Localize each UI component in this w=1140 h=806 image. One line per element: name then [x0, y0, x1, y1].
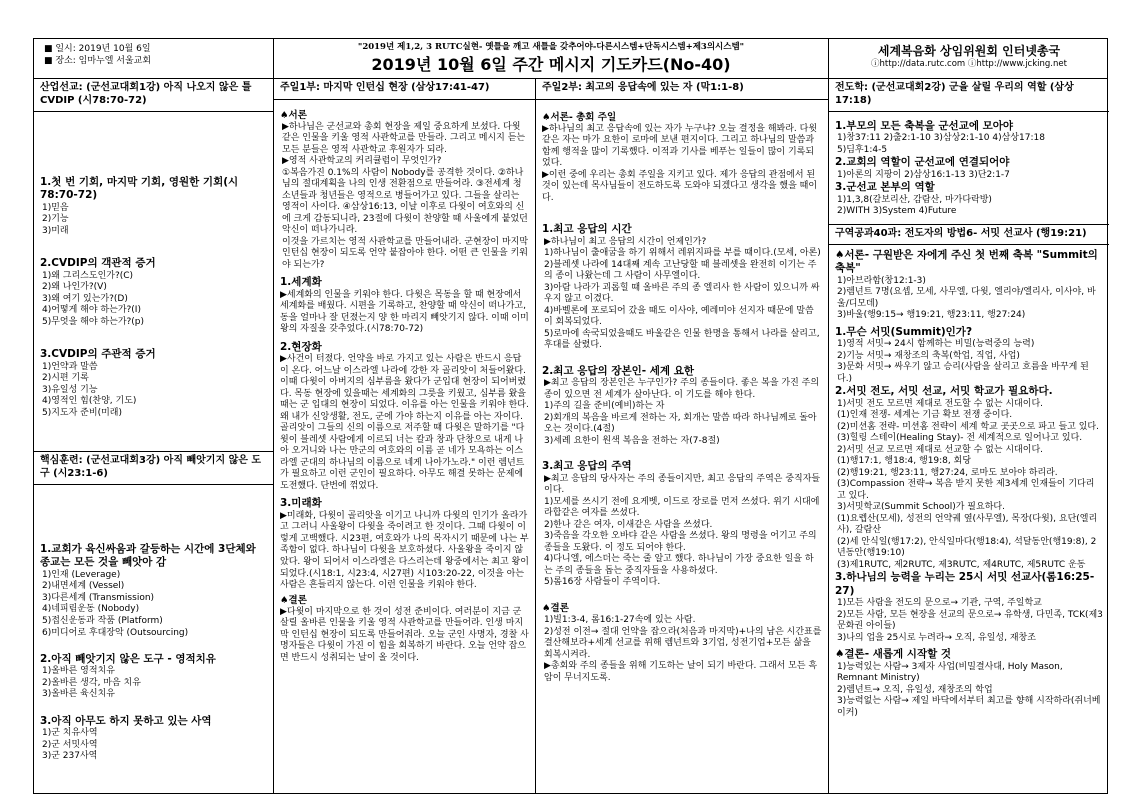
list-line: 1)창37:11 2)출2:1-10 3)삼상2:1-10 4)삼상17:18: [837, 133, 1045, 144]
item-list: [835, 662, 1103, 720]
paragraph: ▶사건이 터졌다. 언약을 바로 가지고 있는 사람은 반드시 응답이 온다. 어느날 이스라엘 나라에 강한 자 골리앗이 처들어왔다. 이때 다윗이 아버지의 심부름을 왔다가 군입대 현장이 되어버렸다. 목동 현장에 있을때는 세계화의 그릇을 키웠고, 심부름 왔을때는 군 입대의 현장이 되었다. 이유를 아는 인물을 키워야 한다. 왜 내가 신앙생활, 전도, 군에 가야 하는지 이유를 아는 자이다. 골리앗이 그들의 신의 이름으로 저주할 때 다윗은 말하기를 "다윗이 블레셋 사람에게 이르되 너는 칼과 창과 단창으로 내게 나아 오거니와 나는 만군의 여호와의 이름 곧 네가 모욕하는 이스라엘 군대의 하나님의 이름으로 네게 나아가노라." 이런 렘넌트가 필요하고 이런 군인이 필요하다. 아무도 해결 못하는 문제에 도전했다. 단번에 꺾었다.: [280, 354, 529, 491]
list-line: 1)인재 (Leverage): [42, 569, 121, 580]
list-line: 2)군 서밋사역: [42, 739, 98, 750]
item-list: [40, 362, 267, 420]
district-lesson-heading: 구역공과40과: 전도자의 방법6- 서밋 선교사 (행19:21): [829, 224, 1109, 245]
paragraph-list: [542, 615, 822, 684]
list-line: 2)블레셋 나라에 14대째 계속 고난당할 때 블레셋을 완전히 이기는 주의 종이 나왔는데 그 사람이 사무엘이다.: [544, 259, 817, 282]
section-title: 1.교회가 육신싸움과 갈등하는 시간에 3단체와 종교는 모든 것을 빼앗아 감: [40, 543, 256, 569]
section-title: 2.CVDIP의 객관적 증거: [40, 257, 156, 270]
list-line: (2)행19:21, 행23:11, 행27:24, 로마도 보아야 하리라.: [837, 467, 1058, 478]
item-list: [40, 271, 267, 329]
item-list: [835, 195, 1103, 218]
list-line: (2)미션홈 전략- 미션홈 전략이 세계 학교 곳곳으로 파고 들고 있다.: [837, 421, 1099, 432]
paragraph-list: [542, 237, 822, 352]
list-line: 2)회개의 복음을 바르게 전하는 자, 회개는 말씀 따라 하나님께로 돌아오는 것이다.(4절): [544, 412, 817, 435]
paragraph: ▶다윗이 마지막으로 한 것이 성전 준비이다. 여러분이 지금 군 살릴 올바른 인물을 키울 영적 사관학교를 만들어라. 인생 마지막 인턴십 현장이 되도록 만들어줘라. 오늘 군인 사명자, 경찰 사명자들은 다윗이 가진 이 힘을 회복하기 바란다. 오늘 언약 잡으면 반드시 성취되는 날이 올 것이다.: [280, 606, 529, 663]
column-sermon-1: [274, 79, 536, 793]
list-line: 3)서밋학교(Summit School)가 필요하다.: [837, 502, 1005, 513]
paragraph: ▶미래화, 다윗이 골리앗을 이기고 나니까 다윗의 인기가 올라가고 그러니 사울왕이 다윗을 죽이려고 한 것이다. 그때 다윗이 이렇게 고백했다. 시23편, 여호와가 나의 목자시기 때문에 나는 부족함이 없다. 하나님이 다윗을 보호하셨다. 사울왕을 죽이지 않았다. 왕이 되어서 이스라엘은 다스리는데 왕중에서는 최고 왕이 되었다.(시18:1, 시23:4, 시27편) 시103:20-22, 이것을 아는 사람은 흔들리지 않는다. 이런 인물을 키워야 한다.: [280, 510, 529, 591]
section-title: 2.아직 빼앗기지 않은 도구 - 영적치유: [40, 653, 216, 666]
list-line: 2)기능: [42, 214, 69, 225]
paragraph-list: [542, 474, 822, 589]
list-line: 2)올바른 생각, 마음 치유: [42, 677, 141, 688]
section-title: 3.군선교 본부의 역할: [835, 181, 935, 194]
section-title: 2.현장화: [280, 340, 322, 353]
item-list: [835, 339, 1103, 385]
list-line: 2)왜 나인가?(V): [42, 282, 107, 293]
paragraph: ▶하나님의 최고 응답속에 있는 자가 누구냐? 오늘 결정을 해봐라. 다윗같은 자는 마가 요한이 로마에 보낸 편지이다. 그리고 하나님의 말씀과 함께 행적을 많이 기록했다. 이적과 기사를 베푸는 일들이 많이 기록되었다.: [542, 123, 818, 169]
list-line: ▶하나님은 군선교와 총회 현장을 제일 중요하게 보셨다. 다윗같은 인물을 키울 영적 사관학교를 만들라. 그리고 메시지 듣는 모든 분들은 영적 사관학교 후원자가 되라.: [282, 121, 526, 155]
list-line: 1)주의 길을 준비(예비)하는 자: [544, 401, 665, 412]
list-line: 3)세례 요한이 원색 복음을 전하는 자(7-8절): [544, 435, 720, 446]
list-line: ▶총회와 주의 종들을 위해 기도하는 날이 되기 바란다. 그래서 모든 흑암이 무너지도록.: [544, 661, 818, 683]
list-line: 3)유일성 기능: [42, 384, 98, 395]
list-line: (2)세 안식일(행17:2), 안식일마다(행18:4), 석달동안(행19:8), 2년동안(행19:10): [837, 536, 1097, 559]
list-line: 2)WITH 3)System 4)Future: [837, 206, 957, 217]
card-title: 2019년 10월 6일 주간 메시지 기도카드(No-40): [371, 54, 731, 74]
list-line: (3)Compassion 전략→ 복음 받지 못한 제3세계 인재들이 기다리고 있다.: [837, 479, 1095, 501]
list-line: (1)인재 전쟁- 세계는 기금 확보 전쟁 중이다.: [837, 410, 1013, 421]
section-title: ♠서론- 구원받은 자에게 주신 첫 번째 축복 "Summit의 축복": [835, 248, 1098, 275]
list-line: 4)바벨론에 포로되어 갔을 때도 이사야, 예레미야 선지자 때문에 말씀이 회복되었다.: [544, 305, 814, 328]
list-line: 5)딤후1:4-5: [837, 144, 888, 155]
list-line: 3)미래: [42, 225, 69, 236]
column-evangelism: [829, 79, 1109, 793]
list-line: 3)아람 나라가 괴롭힐 때 올바른 주의 종 엘리사 한 사람이 있으니까 싸우지 않고 이겼다.: [544, 282, 820, 305]
item-list: [40, 728, 267, 763]
list-line: 1)모든 사람을 전도의 문으로→ 기관, 구역, 주일학교: [837, 598, 1042, 609]
list-line: 2)한나 같은 여자, 이새같은 사람을 쓰셨다.: [544, 519, 713, 530]
date-line: ■ 일시: 2019년 10월 6일: [44, 44, 151, 54]
list-line: 1)아론의 지팡이 2)삼상16:1-13 3)단2:1-7: [837, 169, 1010, 180]
list-line: 4)네피림운동 (Nobody): [42, 604, 140, 615]
list-line: 1)능력있는 사람→ 3제자 사업(비밀결사대, Holy Mason, Remnant Ministry): [837, 661, 1063, 684]
list-line: 2)서밋 선교 모르면 제대로 선교할 수 없는 시대이다.: [837, 444, 1044, 455]
list-line: 2)시편 기록: [42, 373, 89, 384]
section-title: ♠서론- 총회 주일: [542, 111, 617, 123]
list-line: 3)다른세계 (Transmission): [42, 592, 155, 603]
item-list: [835, 133, 1103, 156]
header-org: [829, 39, 1109, 79]
org-urls: ⓘhttp://data.rutc.com ⓘhttp://www.jcking.net: [871, 59, 1067, 70]
list-line: 1)영적 서밋→ 24시 함께하는 비밀(능력중의 능력): [837, 339, 1035, 350]
list-line: ▶하나님이 최고 응답의 시간이 언제인가?: [544, 236, 707, 247]
section-title: 3.하나님의 능력을 누리는 25시 서밋 선교사(롬16:25-27): [835, 571, 1095, 597]
card-header: [34, 39, 1107, 79]
item-list: [40, 666, 267, 701]
list-line: 1)군 치유사역: [42, 728, 98, 739]
list-line: 3)문화 서밋→ 싸우기 않고 승리(사람을 살리고 흐름을 바꾸게 된다.): [837, 362, 1089, 384]
list-line: 3)나의 업을 25시로 누려라→ 오직, 유일성, 재창조: [837, 632, 1036, 643]
list-line: 2)렘넌트→ 오직, 유일성, 재창조의 학업: [837, 684, 993, 695]
list-line: 3)군 237사역: [42, 751, 98, 762]
section-title: 1.첫 번 기회, 마지막 기회, 영원한 기회(시78:70-72): [40, 176, 239, 202]
paragraph: ▶이런 중에 우리는 총회 주일을 지키고 있다. 제가 응답의 관점에서 된 것이 있는데 목사님들이 전도하도록 도와야 되겠다고 생각을 했을 때이다.: [542, 169, 818, 203]
section-title: ♠결론: [280, 594, 307, 606]
list-line: 2)성전 이전→ 절대 언약을 잡으라(처음과 마지막)+나의 남은 시간표를 결산해보라+세계 선교를 위해 렘넌트와 3기업, 성전기업+모든 삶을 회복시켜라.: [544, 626, 822, 660]
list-line: 3)올바른 육신치유: [42, 689, 115, 700]
column-heading: 주일1부: 마지막 인턴십 현장 (삼상17:41-47): [274, 79, 535, 100]
list-line: 3)바울(행9:15→ 행19:21, 행23:11, 행27:24): [837, 310, 1026, 321]
item-list: [40, 570, 267, 639]
list-line: 1)서밋 전도 모르면 제대로 전도할 수 없는 시대이다.: [837, 398, 1044, 409]
list-line: 5)접신운동과 작품 (Platform): [42, 615, 163, 626]
column-heading: 주일2부: 최고의 응답속에 있는 자 (막1:1-8): [536, 79, 828, 100]
section-title: 1.무슨 서밋(Summit)인가?: [835, 325, 973, 338]
section-title: 1.세계화: [280, 276, 322, 289]
list-line: ①복음가진 0.1%의 사람이 Nobody를 공격한 것이다. ②하나님의 절대계획을 나의 인생 전환점으로 만들어라. ③전세계 청소년들과 청년들은 영적으로 병들어가고 있다. 그들을 살리는 영적이 사이다. ④삼상16:13, 이날 이후로 다윗이 여호와의 신에 크게 감동되니라, 23절에 다윗이 찬양할 때 사울에게 붙었던 악신이 떠나가니라.: [282, 167, 528, 236]
section-title: 3.미래화: [280, 497, 322, 510]
list-line: 2)렘넌트 7명(요셉, 모세, 사무엘, 다윗, 엘리야/엘리사, 이사야, 바울/디모데): [837, 287, 1096, 309]
list-line: 1)모세를 쓰시기 전에 요게벳, 이드로 장로를 먼저 쓰셨다. 위기 시대에 라합같은 여자를 쓰셨다.: [544, 496, 820, 519]
list-line: ▶최고 응답의 장본인은 누구인가? 주의 종들이다. 좋은 복을 가진 주의 종이 있으면 전 세계가 살아난다. 이 기도를 해야 한다.: [544, 378, 820, 400]
paragraph-list: [542, 378, 822, 447]
paragraph: ▶세계화의 인물을 키워야 한다. 다윗은 목동을 할 때 현장에서 세계화를 배웠다. 시편을 기록하고, 찬양할 때 악신이 떠나가고, 동을 얼마나 잘 던졌는지 양 한 마리지 빼앗기지 않다. 이때 이미 왕의 자질을 갖추었다.(시78:70-72): [280, 289, 529, 335]
item-list: [40, 203, 267, 238]
item-list: [835, 170, 1103, 182]
tagline: "2019년 제1,2, 3 RUTC실현- 옛틀을 깨고 새틀을 갖추어야-다른시스템+단독시스템+제3의시스템": [357, 42, 745, 52]
section-title: 2.서밋 전도, 서밋 선교, 서밋 학교가 필요하다.: [835, 385, 1053, 398]
section-title: 3.최고 응답의 주역: [542, 460, 632, 473]
list-line: 4)다니엘, 에스더는 죽는 줄 알고 했다. 하나님이 가장 중요한 일을 하는 주의 종들을 돕는 중직자들을 사용하셨다.: [544, 554, 814, 576]
section-title: 2.교회의 역할이 군선교에 연결되어야: [835, 156, 1010, 169]
core-training-heading: 핵심훈련: (군선교대회3강) 아직 빼앗기지 않은 도구 (시23:1-6): [34, 451, 273, 485]
list-line: 1)하나님이 출애굽을 하기 위해서 레위지파를 부를 때이다.(모세, 아론): [544, 248, 821, 259]
section-title: 3.CVDIP의 주관적 증거: [40, 348, 156, 361]
list-line: (1)요렙산(모세), 성전의 언약궤 옆(사무엘), 목장(다윗), 요단(엘리사), 갈람산: [837, 513, 1098, 536]
list-line: 이것을 가르치는 영적 사관학교를 만들어내라. 군현장이 마지막 인턴십 현장이 되도록 언약 붙잡아야 한다. 어떤 큰 인물을 키워야 되는가?: [282, 236, 529, 270]
section-title: 1.부모의 모든 축복을 군선교에 모아야: [835, 120, 1014, 132]
list-line: 1)왜 그리스도인가?(C): [42, 270, 134, 281]
org-name: 세계복음화 상임위원회 인터넷총국: [877, 44, 1061, 58]
list-line: 1)언약과 말씀: [42, 361, 98, 372]
list-line: 1)올바른 영적치유: [42, 666, 115, 677]
list-line: 5)롬16장 사람들이 주역이다.: [544, 577, 661, 588]
column-industrial-mission: [34, 79, 274, 793]
list-line: (3)힐링 스테이(Healing Stay)- 전 세계적으로 일어나고 있다.: [837, 433, 1083, 444]
list-line: 3)능력없는 사람→ 제일 바닥에서부터 최고를 향해 시작하라(쥐너베이커): [837, 696, 1101, 718]
list-line: 5)지도자 준비(미래): [42, 407, 122, 418]
section-title: 3.아직 아무도 하지 못하고 있는 사역: [40, 715, 212, 727]
item-list: [835, 276, 1103, 322]
list-line: 1)믿음: [42, 202, 69, 213]
list-line: 1)아브라함(창12:1-3): [837, 275, 926, 286]
list-line: 2)모든 사람, 모든 현장을 선교의 문으로→ 유학생, 다민족, TCK(제3문화권 아이들): [837, 609, 1103, 632]
list-line: 2)기능 서밋→ 재창조의 축복(학업, 직업, 사업): [837, 350, 1020, 361]
list-line: 5)로마에 속국되었을때도 바울같은 인물 한명을 통해서 나라를 살리고, 후대를 살렸다.: [544, 328, 820, 351]
section-title: 2.최고 응답의 장본인- 세계 요한: [542, 364, 694, 377]
list-line: 3)왜 여기 있는가?(D): [42, 293, 128, 304]
list-line: 4)어떻게 해야 하는가?(I): [42, 305, 141, 316]
list-line: 3)죽음을 각오한 오바댜 같은 사람을 쓰셨다. 왕의 명령을 어기고 주의 종들을 도왔다. 이 정도 되어야 한다.: [544, 531, 817, 553]
section-title: ♠서론: [280, 109, 307, 121]
prayer-card: [33, 38, 1108, 794]
list-line: 4)영적인 힘(찬양, 기도): [42, 396, 137, 407]
column-sermon-2: [536, 79, 829, 793]
column-heading: 산업선교: (군선교대회1강) 아직 나오지 않은 틀 CVDIP (시78:70-72): [34, 79, 273, 112]
list-line: 6)미디어로 후대장악 (Outsourcing): [42, 627, 189, 638]
list-line: 5)무엇을 해야 하는가?(p): [42, 316, 145, 327]
list-line: 2)내면세계 (Vessel): [42, 581, 125, 592]
column-heading: 전도학: (군선교대회2강) 군을 살릴 우리의 역할 (삼상17:18): [829, 79, 1109, 112]
list-line: 1)1,3,8(갈보리산, 감람산, 마가다락방): [837, 194, 992, 205]
section-title: 1.최고 응답의 시간: [542, 223, 632, 236]
place-line: ■ 장소: 임마누엘 서울교회: [44, 56, 152, 67]
section-title: ♠결론- 새롭게 시작할 것: [835, 648, 952, 661]
header-info: [34, 39, 274, 79]
list-line: (1)행17:1, 행18:4, 행19:8, 회당: [837, 456, 972, 467]
item-list: [835, 598, 1103, 644]
section-title: ♠결론: [542, 602, 569, 614]
header-title-block: [274, 39, 829, 79]
list-line: ▶영적 사관학교의 커리큘럼이 무엇인가?: [282, 156, 442, 167]
list-line: 1)빌1:3-4, 롬16:1-27속에 있는 사람.: [544, 615, 696, 626]
paragraph-list: [280, 122, 529, 272]
item-list: [835, 399, 1103, 572]
list-line: (3)제1RUTC, 제2RUTC, 제3RUTC, 제4RUTC, 제5RUTC 운동: [837, 559, 1086, 570]
list-line: ▶최고 응답의 당사자는 주의 종들이지만, 최고 응답의 주역은 중직자들이다.: [544, 473, 821, 496]
